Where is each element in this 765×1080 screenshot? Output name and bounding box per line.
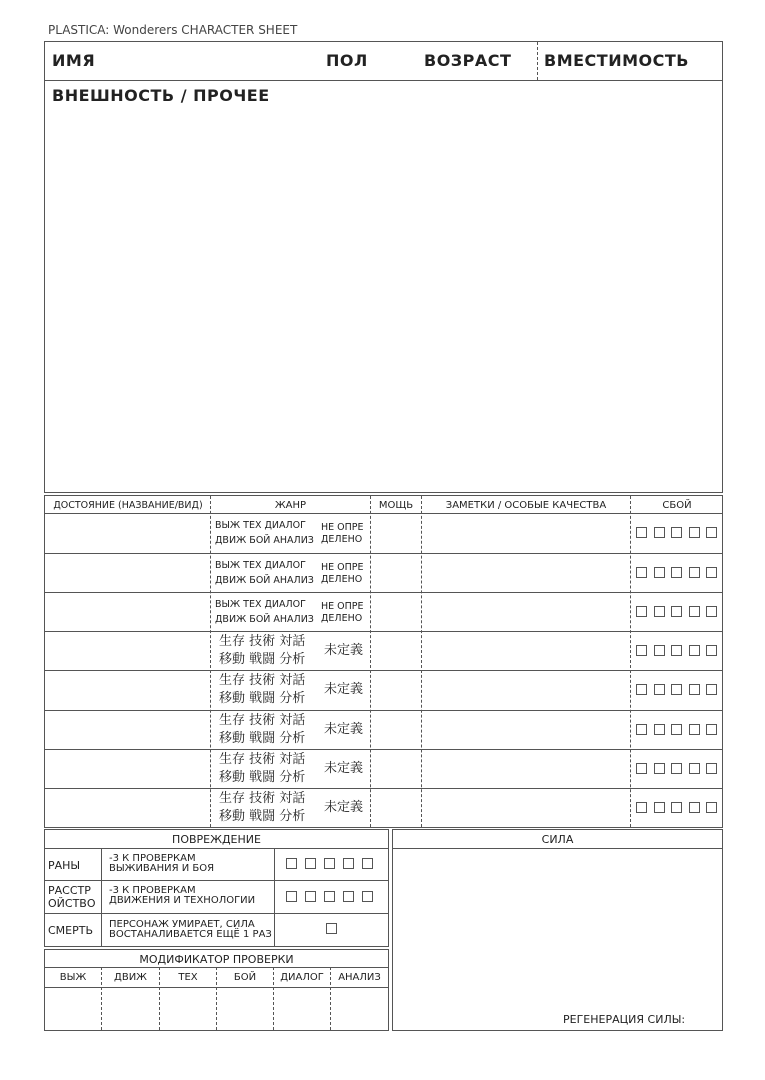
name-label: ИМЯ [52,51,96,70]
sheet-title: PLASTICA: Wonderers CHARACTER SHEET [48,23,298,37]
modifiers-title: МОДИФИКАТОР ПРОВЕРКИ [139,953,294,966]
failure-checkbox[interactable] [689,802,700,813]
wounds-checkbox[interactable] [362,858,373,869]
failure-checkbox[interactable] [636,724,647,735]
failure-checkbox[interactable] [636,645,647,656]
damage-disorder-label: ОЙСТВО [48,897,96,910]
failure-checkbox[interactable] [636,527,647,538]
failure-checkbox[interactable] [654,567,665,578]
failure-checkbox[interactable] [636,684,647,695]
genre-jp-line1: 生存 技術 対話 [219,634,306,649]
disorder-checkbox[interactable] [324,891,335,902]
damage-death-effect1: ПЕРСОНАЖ УМИРАЕТ, СИЛА [109,919,255,930]
col-failure-header: СБОЙ [662,500,692,511]
damage-wounds-effect1: -3 К ПРОВЕРКАМ [109,853,196,864]
mod-col-analysis: АНАЛИЗ [338,972,381,983]
failure-checkbox[interactable] [706,567,717,578]
failure-checkbox[interactable] [654,645,665,656]
failure-checkbox[interactable] [689,763,700,774]
disorder-checkbox[interactable] [362,891,373,902]
failure-checkbox[interactable] [706,802,717,813]
damage-wounds-label: РАНЫ [48,859,81,872]
col-divider [421,496,422,827]
genre-jp-line2: 移動 戦闘 分析 [219,770,306,785]
power-title: СИЛА [541,833,574,846]
failure-checkbox[interactable] [671,567,682,578]
genre-ru-undef2: ДЕЛЕНО [321,613,363,624]
capacity-label: ВМЕСТИМОСТЬ [544,51,689,70]
row-separator [44,710,723,711]
sex-label: ПОЛ [326,51,368,70]
failure-checkbox[interactable] [689,684,700,695]
genre-ru-line2: ДВИЖ БОЙ АНАЛИЗ [215,535,314,546]
genre-ru-line2: ДВИЖ БОЙ АНАЛИЗ [215,575,314,586]
failure-checkbox[interactable] [654,527,665,538]
damage-wounds-effect2: ВЫЖИВАНИЯ И БОЯ [109,863,215,874]
failure-checkbox[interactable] [636,763,647,774]
damage-disorder-effect1: -3 К ПРОВЕРКАМ [109,885,196,896]
failure-checkbox[interactable] [671,684,682,695]
genre-ru-undef2: ДЕЛЕНО [321,534,363,545]
genre-jp-line2: 移動 戦闘 分析 [219,652,306,667]
col-divider [630,496,631,827]
genre-jp-line1: 生存 技術 対話 [219,752,306,767]
failure-checkbox[interactable] [671,527,682,538]
damage-title: ПОВРЕЖДЕНИЕ [172,833,261,846]
failure-checkbox[interactable] [706,724,717,735]
col-asset-header: ДОСТОЯНИЕ (НАЗВАНИЕ/ВИД) [53,500,203,511]
damage-disorder-effect2: ДВИЖЕНИЯ И ТЕХНОЛОГИИ [109,895,256,906]
failure-checkbox[interactable] [706,645,717,656]
genre-jp-line2: 移動 戦闘 分析 [219,731,306,746]
genre-ru-line2: ДВИЖ БОЙ АНАЛИЗ [215,614,314,625]
failure-checkbox[interactable] [689,567,700,578]
mod-col-combat: БОЙ [233,972,257,983]
power-regen-label: РЕГЕНЕРАЦИЯ СИЛЫ: [563,1013,686,1026]
failure-checkbox[interactable] [689,645,700,656]
genre-jp-undef: 未定義 [324,722,364,737]
appearance-box[interactable] [44,80,723,493]
failure-checkbox[interactable] [671,645,682,656]
failure-checkbox[interactable] [671,802,682,813]
mod-col-survival: ВЫЖ [59,972,87,983]
assets-table [44,495,723,828]
genre-jp-undef: 未定義 [324,682,364,697]
genre-ru-line1: ВЫЖ ТЕХ ДИАЛОГ [215,520,306,531]
genre-ru-line1: ВЫЖ ТЕХ ДИАЛОГ [215,560,306,571]
col-divider [274,848,275,947]
col-genre-header: ЖАНР [274,500,307,511]
row-separator [44,880,389,881]
failure-checkbox[interactable] [636,802,647,813]
damage-disorder-label: РАССТР [48,884,91,897]
failure-checkbox[interactable] [689,527,700,538]
col-divider [210,496,211,827]
row-separator [44,848,389,849]
failure-checkbox[interactable] [654,724,665,735]
genre-ru-undef1: НЕ ОПРЕ [321,601,364,612]
genre-jp-undef: 未定義 [324,800,364,815]
failure-checkbox[interactable] [706,684,717,695]
damage-death-label: СМЕРТЬ [48,924,94,937]
genre-jp-undef: 未定義 [324,643,364,658]
failure-checkbox[interactable] [671,763,682,774]
row-separator [44,592,723,593]
genre-ru-undef1: НЕ ОПРЕ [321,562,364,573]
wounds-checkbox[interactable] [343,858,354,869]
wounds-checkbox[interactable] [305,858,316,869]
row-separator [44,513,723,514]
age-label: ВОЗРАСТ [424,51,512,70]
row-separator [44,670,723,671]
failure-checkbox[interactable] [706,763,717,774]
row-separator [44,788,723,789]
mod-col-tech: ТЕХ [178,972,198,983]
failure-checkbox[interactable] [706,527,717,538]
failure-checkbox[interactable] [706,606,717,617]
failure-checkbox[interactable] [689,724,700,735]
appearance-label: ВНЕШНОСТЬ / ПРОЧЕЕ [52,86,270,105]
damage-death-effect2: ВОСТАНАЛИВАЕТСЯ ЕЩЁ 1 РАЗ [109,929,272,940]
mod-col-dialog: ДИАЛОГ [280,972,324,983]
col-notes-header: ЗАМЕТКИ / ОСОБЫЕ КАЧЕСТВА [445,500,607,511]
wounds-checkbox[interactable] [324,858,335,869]
genre-jp-line1: 生存 技術 対話 [219,673,306,688]
genre-ru-undef2: ДЕЛЕНО [321,574,363,585]
row-separator [44,749,723,750]
row-separator [44,553,723,554]
genre-ru-line1: ВЫЖ ТЕХ ДИАЛОГ [215,599,306,610]
mod-col-movement: ДВИЖ [114,972,147,983]
failure-checkbox[interactable] [671,724,682,735]
genre-jp-undef: 未定義 [324,761,364,776]
failure-checkbox[interactable] [689,606,700,617]
genre-jp-line2: 移動 戦闘 分析 [219,809,306,824]
failure-checkbox[interactable] [636,567,647,578]
col-divider [101,848,102,947]
failure-checkbox[interactable] [654,606,665,617]
disorder-checkbox[interactable] [286,891,297,902]
row-separator [44,631,723,632]
col-divider [370,496,371,827]
genre-jp-line2: 移動 戦闘 分析 [219,691,306,706]
genre-ru-undef1: НЕ ОПРЕ [321,522,364,533]
failure-checkbox[interactable] [671,606,682,617]
failure-checkbox[interactable] [654,802,665,813]
failure-checkbox[interactable] [636,606,647,617]
row-separator [44,913,389,914]
genre-jp-line1: 生存 技術 対話 [219,713,306,728]
genre-jp-line1: 生存 技術 対話 [219,791,306,806]
failure-checkbox[interactable] [654,684,665,695]
col-power-header: МОЩЬ [378,500,414,511]
death-checkbox[interactable] [326,923,337,934]
disorder-checkbox[interactable] [343,891,354,902]
disorder-checkbox[interactable] [305,891,316,902]
header-divider [537,42,538,80]
failure-checkbox[interactable] [654,763,665,774]
wounds-checkbox[interactable] [286,858,297,869]
power-box [392,829,723,1031]
row-separator [392,848,723,849]
